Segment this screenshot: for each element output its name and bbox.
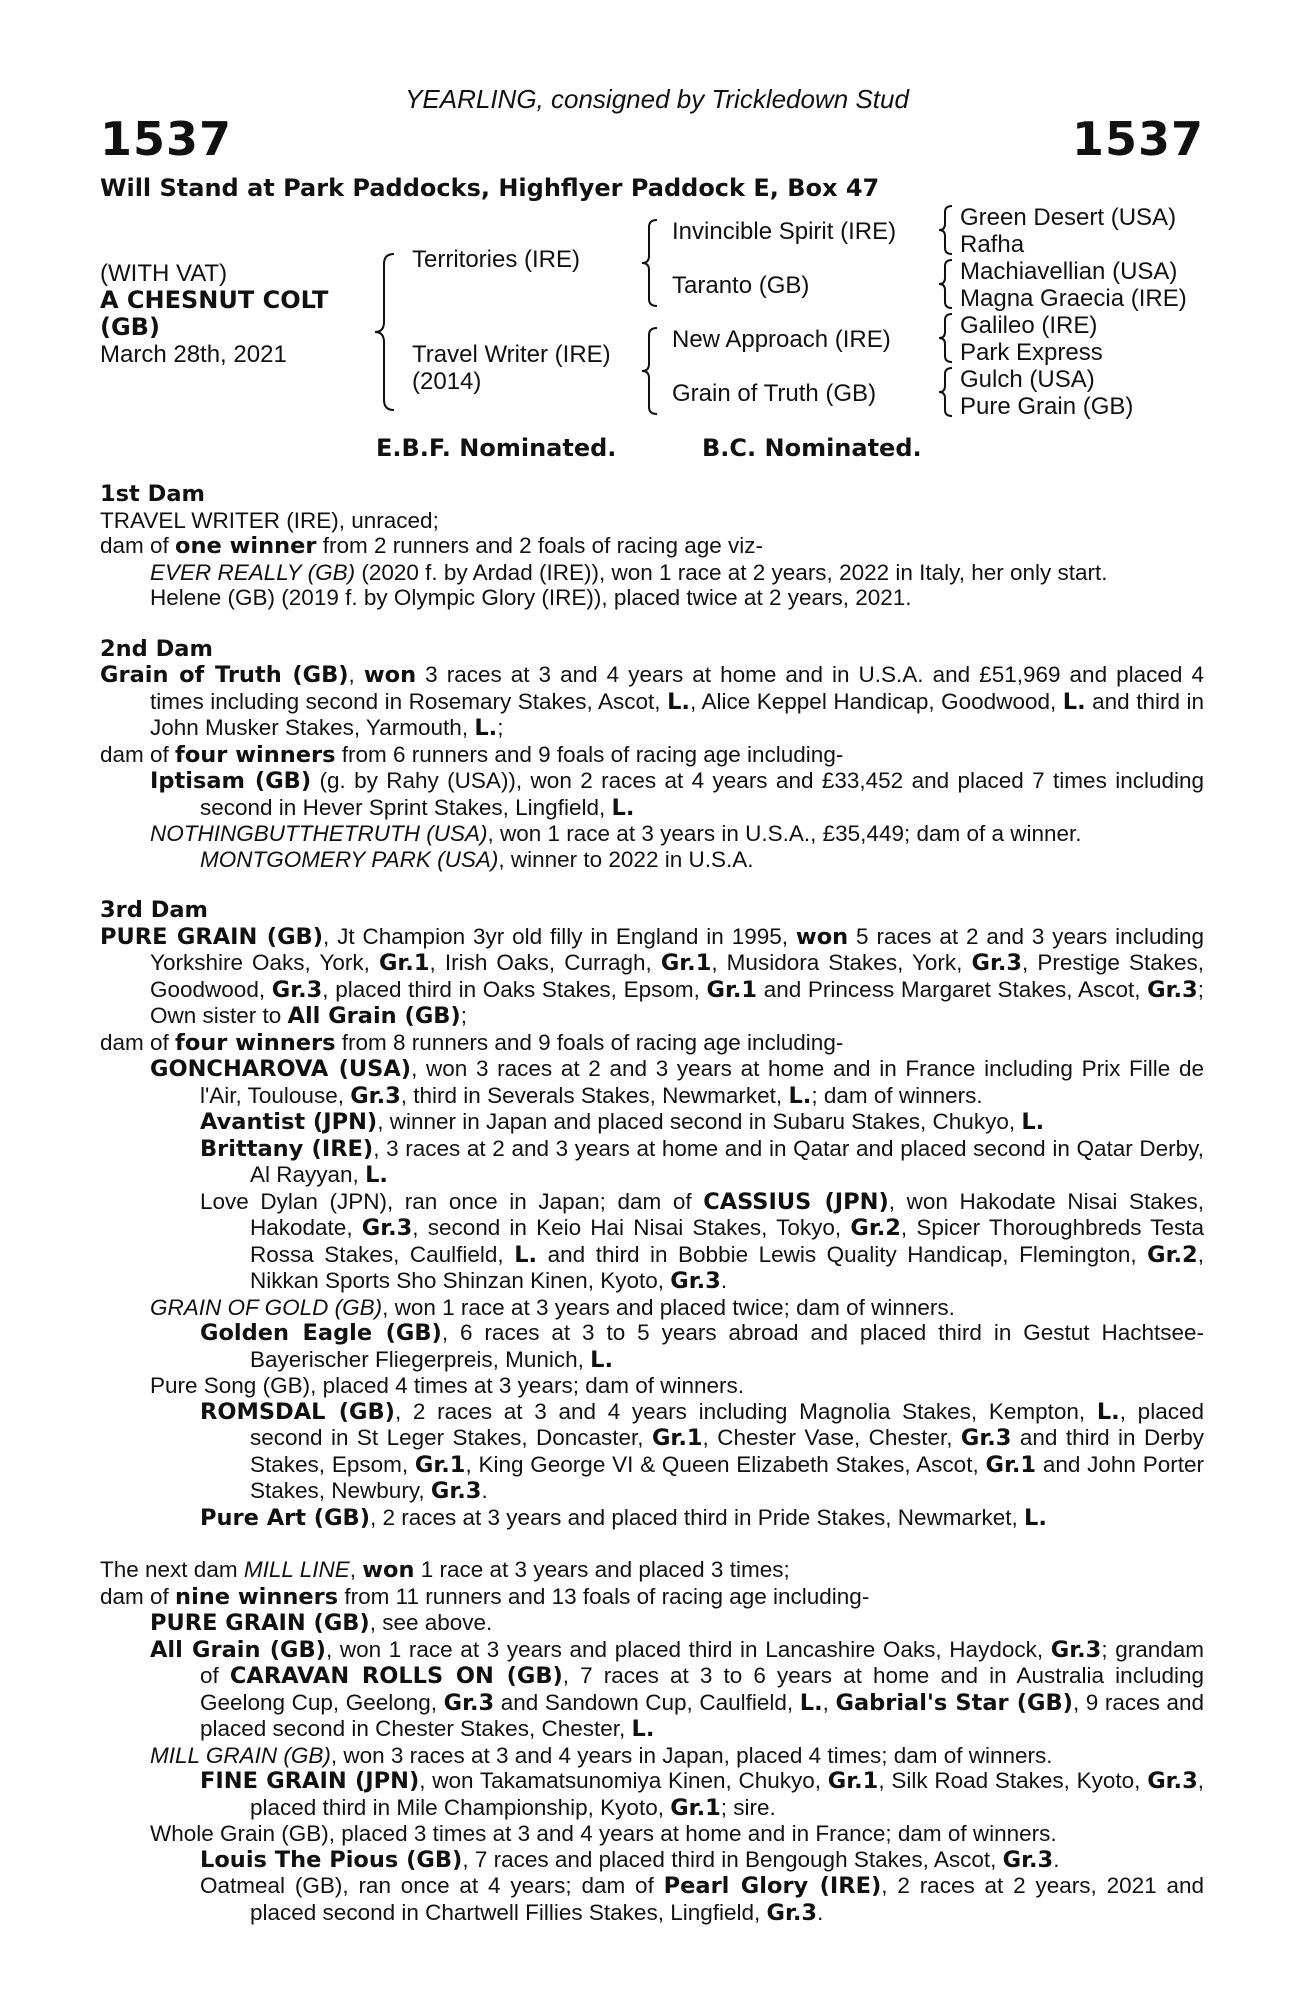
text-run: ,: [349, 1557, 363, 1582]
text-run: .: [817, 1899, 824, 1925]
lot-number-left: 1537: [100, 112, 233, 166]
bold-text: L.: [1024, 1504, 1047, 1531]
bold-text: L.: [667, 688, 690, 715]
text-run: , 2 races at 3 years and placed third in Pride Stakes, Newmarket,: [369, 1504, 1025, 1530]
bold-text: Gabrial's Star (GB): [835, 1689, 1073, 1716]
pedigree-gg4: Magna Graecia (IRE): [960, 285, 1187, 312]
italic-text: NOTHINGBUTTHETRUTH (USA): [150, 821, 488, 846]
text-run: TRAVEL WRITER (IRE), unraced;: [100, 507, 439, 533]
bold-text: Gr.2: [850, 1215, 901, 1241]
text-run: Oatmeal (GB), ran once at 4 years; dam of: [200, 1873, 664, 1898]
bold-text: nine winners: [175, 1583, 339, 1610]
bold-text: L.: [799, 1689, 823, 1716]
pedigree-sire-sire: Invincible Spirit (IRE): [672, 218, 897, 245]
text-run: , 7 races and placed third in Bengough Stakes, Ascot,: [462, 1846, 1003, 1872]
text-run: ; sire.: [720, 1794, 776, 1820]
pedigree-dam-year: (2014): [412, 368, 482, 395]
text-run: , winner to 2022 in U.S.A.: [498, 846, 754, 872]
bold-text: Gr.1: [985, 1451, 1037, 1478]
text-run: , winner in Japan and placed second in Subaru Stakes, Chukyo,: [377, 1109, 1022, 1134]
pedigree-gg5: Galileo (IRE): [960, 312, 1098, 339]
text-run: , King George VI & Queen Elizabeth Stakes, Ascot,: [465, 1451, 986, 1477]
text-run: , third in Severals Stakes, Newmarket,: [400, 1082, 789, 1108]
text-run: , won 1 race at 3 years and placed twice; dam of winners.: [382, 1294, 955, 1320]
text-run: and John Porter Stakes, Newbury,: [250, 1451, 1204, 1503]
bold-text: GONCHAROVA (USA): [150, 1056, 412, 1082]
bold-text: Brittany (IRE): [200, 1135, 374, 1162]
lot-number-right: 1537: [1071, 112, 1204, 166]
section-heading: 1st Dam: [100, 481, 205, 507]
text-run: and Princess Margaret Stakes, Ascot,: [757, 976, 1148, 1002]
bold-text: L.: [1021, 1109, 1045, 1135]
pedigree-paragraph: [100, 1847, 1204, 1874]
text-run: dam of: [100, 533, 176, 558]
pedigree-sire: Territories (IRE): [412, 246, 581, 273]
pedigree-dam-dam: Grain of Truth (GB): [672, 380, 877, 407]
text-run: , won 1 race at 3 years in U.S.A., £35,449; dam of a winner.: [487, 821, 1082, 846]
bold-text: L.: [788, 1082, 812, 1109]
text-run: , won Hakodate Nisai Stakes, Hakodate,: [250, 1188, 1204, 1240]
bold-text: Gr.1: [670, 1794, 721, 1821]
bold-text: Grain of Truth (GB): [100, 662, 349, 688]
pedigree-brace-g3: [937, 312, 955, 364]
bold-text: L.: [611, 794, 635, 821]
pedigree-paragraph: [100, 924, 1204, 1030]
vat-note: (WITH VAT): [100, 260, 228, 287]
italic-text: EVER REALLY (GB): [150, 559, 356, 585]
bold-text: Gr.3: [1147, 1768, 1198, 1794]
pedigree-paragraph: [100, 1637, 1204, 1743]
bold-text: Gr.3: [1002, 1846, 1054, 1873]
text-run: , 3 races at 2 and 3 years at home and in Qatar and placed second in Qatar Derby, Al Rayyan,: [250, 1135, 1204, 1187]
text-run: , Alice Keppel Handicap, Goodwood,: [689, 688, 1063, 714]
text-run: dam of: [100, 741, 176, 767]
pedigree-paragraph: [100, 1189, 1204, 1295]
text-run: , Nikkan Sports Sho Shinzan Kinen, Kyoto,: [250, 1241, 1204, 1293]
text-run: (2020 f. by Ardad (IRE)), won 1 race at 2 years, 2022 in Italy, her only start.: [355, 559, 1108, 585]
pedigree-paragraph: [100, 508, 1204, 534]
pedigree-paragraph: [100, 585, 1204, 611]
section-heading: 3rd Dam: [100, 897, 208, 923]
text-run: from 8 runners and 9 foals of racing age including-: [335, 1029, 844, 1055]
consignment-line: YEARLING, consigned by Trickledown Stud: [405, 84, 909, 114]
text-run: , Jt Champion 3yr old filly in England in 1995,: [323, 923, 796, 949]
horse-origin: (GB): [100, 313, 160, 341]
text-run: , 7 races at 3 to 6 years at home and in Australia including Geelong Cup, Geelong,: [200, 1663, 1204, 1715]
bold-text: four winners: [175, 741, 336, 768]
bold-text: CASSIUS (JPN): [703, 1188, 889, 1215]
section-gap: [100, 1531, 1204, 1557]
text-run: , Silk Road Stakes, Kyoto,: [878, 1768, 1148, 1793]
pedigree-paragraph: [100, 1136, 1204, 1189]
text-run: , 2 races at 3 and 4 years including Magnolia Stakes, Kempton,: [394, 1398, 1097, 1424]
pedigree-paragraph: [100, 742, 1204, 769]
text-run: , won 3 races at 3 and 4 years in Japan, placed 4 times; dam of winners.: [330, 1742, 1053, 1768]
text-run: , Spicer Thoroughbreds Testa Rossa Stakes, Caulfield,: [250, 1215, 1204, 1267]
text-run: 3 races at 3 and 4 years at home and in U.S.A. and £51,969 and placed 4 times including second in Rosemary Stakes, Ascot,: [150, 662, 1204, 714]
pedigree-paragraph: [100, 1320, 1204, 1373]
pedigree-gg8: Pure Grain (GB): [960, 393, 1134, 420]
text-run: and third in Bobbie Lewis Quality Handicap, Flemington,: [537, 1241, 1148, 1267]
bold-text: ROMSDAL (GB): [200, 1398, 395, 1425]
text-run: Helene (GB) (2019 f. by Olympic Glory (IRE)), placed twice at 2 years, 2021.: [150, 585, 912, 610]
text-run: ; dam of winners.: [811, 1082, 983, 1108]
stand-location: Will Stand at Park Paddocks, Highflyer Paddock E, Box 47: [100, 174, 880, 202]
text-run: ; Own sister to: [150, 976, 1204, 1028]
text-run: and Sandown Cup, Caulfield,: [494, 1689, 800, 1715]
pedigree-brace-gen1: [372, 252, 398, 412]
bold-text: CARAVAN ROLLS ON (GB): [229, 1663, 563, 1689]
text-run: , Chester Vase, Chester,: [702, 1425, 961, 1450]
text-run: Pure Song (GB), placed 4 times at 3 years; dam of winners.: [150, 1373, 745, 1398]
text-run: , 9 races and placed second in Chester Stakes, Chester,: [200, 1689, 1205, 1741]
pedigree-sire-dam: Taranto (GB): [672, 272, 810, 299]
pedigree-paragraph: [100, 1399, 1204, 1505]
text-run: , placed third in Oaks Stakes, Epsom,: [322, 976, 707, 1002]
section-gap: [100, 872, 1204, 898]
pedigree-paragraph: [100, 1030, 1204, 1057]
bold-text: Avantist (JPN): [200, 1109, 378, 1135]
bold-text: won: [362, 1557, 415, 1583]
pedigree-gg3: Machiavellian (USA): [960, 258, 1178, 285]
bold-text: L.: [590, 1346, 614, 1373]
bold-text: Gr.3: [430, 1478, 482, 1504]
bold-text: Gr.3: [271, 976, 323, 1003]
pedigree-paragraph: [100, 1610, 1204, 1637]
bold-text: Gr.3: [361, 1215, 413, 1241]
text-run: .: [1053, 1846, 1060, 1872]
pedigree-gg6: Park Express: [960, 339, 1103, 366]
bold-text: Gr.3: [443, 1689, 495, 1716]
text-run: from 6 runners and 9 foals of racing age including-: [335, 741, 844, 767]
section-gap: [100, 611, 1204, 637]
pedigree-gg1: Green Desert (USA): [960, 204, 1177, 231]
pedigree-brace-dam: [640, 326, 660, 416]
pedigree-brace-g2: [937, 258, 955, 310]
text-run: dam of: [100, 1029, 176, 1055]
bold-text: PURE GRAIN (GB): [150, 1610, 370, 1636]
text-run: from 11 runners and 13 foals of racing age including-: [338, 1583, 870, 1609]
bold-text: Gr.1: [706, 976, 758, 1003]
text-run: and third in John Musker Stakes, Yarmouth,: [150, 688, 1204, 740]
bold-text: one winner: [175, 533, 317, 559]
text-run: , see above.: [369, 1610, 493, 1635]
pedigree-dam-sire: New Approach (IRE): [672, 326, 891, 353]
pedigree-paragraph: [100, 1743, 1204, 1769]
pedigree-gg7: Gulch (USA): [960, 366, 1095, 393]
text-run: dam of: [100, 1583, 176, 1609]
bold-text: Louis The Pious (GB): [200, 1846, 463, 1873]
horse-name: A CHESNUT COLT: [100, 286, 329, 314]
bold-text: L.: [1062, 688, 1086, 715]
bold-text: Gr.3: [766, 1899, 818, 1926]
text-run: Whole Grain (GB), placed 3 times at 3 and 4 years at home and in France; dam of winners.: [150, 1821, 1057, 1846]
section-heading: 2nd Dam: [100, 635, 213, 662]
text-run: , Musidora Stakes, York,: [711, 950, 972, 975]
bold-text: L.: [365, 1162, 388, 1188]
bold-text: Gr.3: [1147, 976, 1198, 1003]
text-run: , Prestige Stakes, Goodwood,: [150, 950, 1204, 1002]
text-run: , won 3 races at 2 and 3 years at home and in France including Prix Fille de l'Air, Toulouse,: [200, 1056, 1205, 1108]
pedigree-dam: Travel Writer (IRE): [412, 341, 611, 368]
pedigree-paragraph: [100, 560, 1204, 586]
text-run: ,: [348, 662, 364, 687]
pedigree-brace-sire: [640, 218, 660, 308]
pedigree-paragraph: [100, 1109, 1204, 1136]
foaling-date: March 28th, 2021: [100, 341, 287, 368]
bold-text: Gr.3: [960, 1425, 1012, 1451]
pedigree-paragraph: [100, 662, 1204, 742]
pedigree-gg2: Rafha: [960, 231, 1025, 258]
bold-text: Pure Art (GB): [200, 1504, 370, 1531]
pedigree-paragraph: [100, 768, 1204, 821]
bold-text: L.: [1096, 1398, 1120, 1425]
bold-text: won: [363, 662, 417, 688]
bold-text: PURE GRAIN (GB): [100, 923, 323, 950]
italic-text: GRAIN OF GOLD (GB): [150, 1294, 383, 1320]
bold-text: Gr.1: [414, 1451, 466, 1478]
text-run: (g. by Rahy (USA)), won 2 races at 4 years and £33,452 and placed 7 times including second in Hever Sprint Stakes, Lingfield,: [200, 768, 1205, 820]
bold-text: Gr.1: [660, 950, 712, 976]
text-run: and third in Derby Stakes, Epsom,: [250, 1425, 1204, 1477]
text-run: ;: [497, 715, 504, 740]
bold-text: Golden Eagle (GB): [200, 1320, 442, 1346]
italic-text: MILL LINE: [243, 1557, 350, 1582]
bold-text: FINE GRAIN (JPN): [200, 1768, 420, 1794]
pedigree-brace-g1: [937, 204, 955, 256]
pedigree-brace-g4: [937, 366, 955, 418]
bold-text: L.: [514, 1241, 538, 1268]
text-run: .: [720, 1268, 728, 1293]
bold-text: Iptisam (GB): [150, 768, 312, 794]
pedigree-paragraph: [100, 1505, 1204, 1532]
text-run: , placed second in St Leger Stakes, Doncaster,: [250, 1398, 1204, 1450]
bold-text: Gr.1: [378, 950, 430, 976]
text-run: The next dam: [100, 1557, 244, 1582]
text-run: .: [481, 1478, 488, 1503]
bold-text: L.: [631, 1716, 655, 1742]
text-run: 5 races at 2 and 3 years including Yorkshire Oaks, York,: [150, 923, 1204, 975]
pedigree-paragraph: [100, 1821, 1204, 1847]
ebf-nomination: E.B.F. Nominated.: [376, 434, 617, 462]
bold-text: Gr.3: [670, 1268, 721, 1294]
text-run: , won Takamatsunomiya Kinen, Chukyo,: [419, 1768, 828, 1793]
bold-text: Gr.3: [971, 950, 1023, 976]
text-run: , 6 races at 3 to 5 years abroad and placed third in Gestut Hachtsee-Bayerischer Fliegerpreis, Munich,: [250, 1320, 1205, 1372]
italic-text: MILL GRAIN (GB): [150, 1742, 331, 1768]
pedigree-paragraph: [100, 821, 1204, 847]
text-run: , 2 races at 2 years, 2021 and placed second in Chartwell Fillies Stakes, Lingfield,: [250, 1873, 1205, 1925]
catalogue-body: [100, 482, 1204, 1926]
text-run: Love Dylan (JPN), ran once in Japan; dam of: [200, 1188, 704, 1214]
bold-text: All Grain (GB): [150, 1636, 326, 1663]
bold-text: Gr.1: [651, 1425, 703, 1451]
italic-text: MONTGOMERY PARK (USA): [200, 846, 499, 872]
bold-text: Gr.3: [350, 1082, 401, 1109]
text-run: ;: [460, 1003, 467, 1028]
bold-text: L.: [474, 715, 498, 741]
pedigree-paragraph: [100, 1873, 1204, 1926]
pedigree-paragraph: [100, 1295, 1204, 1321]
bold-text: Pearl Glory (IRE): [663, 1873, 882, 1899]
bold-text: Gr.1: [827, 1768, 879, 1794]
text-run: ; grandam of: [200, 1636, 1205, 1688]
text-run: 1 race at 3 years and placed 3 times;: [414, 1557, 790, 1582]
pedigree-paragraph: [100, 1768, 1204, 1821]
text-run: , second in Keio Hai Nisai Stakes, Tokyo,: [412, 1215, 851, 1240]
bc-nomination: B.C. Nominated.: [702, 434, 922, 462]
bold-text: Gr.2: [1147, 1241, 1198, 1268]
text-run: , won 1 race at 3 years and placed third in Lancashire Oaks, Haydock,: [325, 1636, 1051, 1662]
pedigree-paragraph: [100, 1557, 1204, 1584]
bold-text: Gr.3: [1050, 1636, 1102, 1663]
bold-text: four winners: [175, 1029, 336, 1056]
pedigree-paragraph: [100, 1584, 1204, 1611]
bold-text: All Grain (GB): [287, 1003, 461, 1029]
pedigree-paragraph: [100, 847, 1204, 873]
text-run: , placed third in Mile Championship, Kyoto,: [250, 1768, 1205, 1820]
pedigree-paragraph: [100, 533, 1204, 560]
text-run: ,: [822, 1689, 836, 1715]
bold-text: won: [795, 923, 849, 950]
text-run: from 2 runners and 2 foals of racing age viz-: [316, 533, 763, 558]
text-run: , Irish Oaks, Curragh,: [429, 950, 661, 975]
pedigree-paragraph: [100, 1373, 1204, 1399]
pedigree-paragraph: [100, 1056, 1204, 1109]
